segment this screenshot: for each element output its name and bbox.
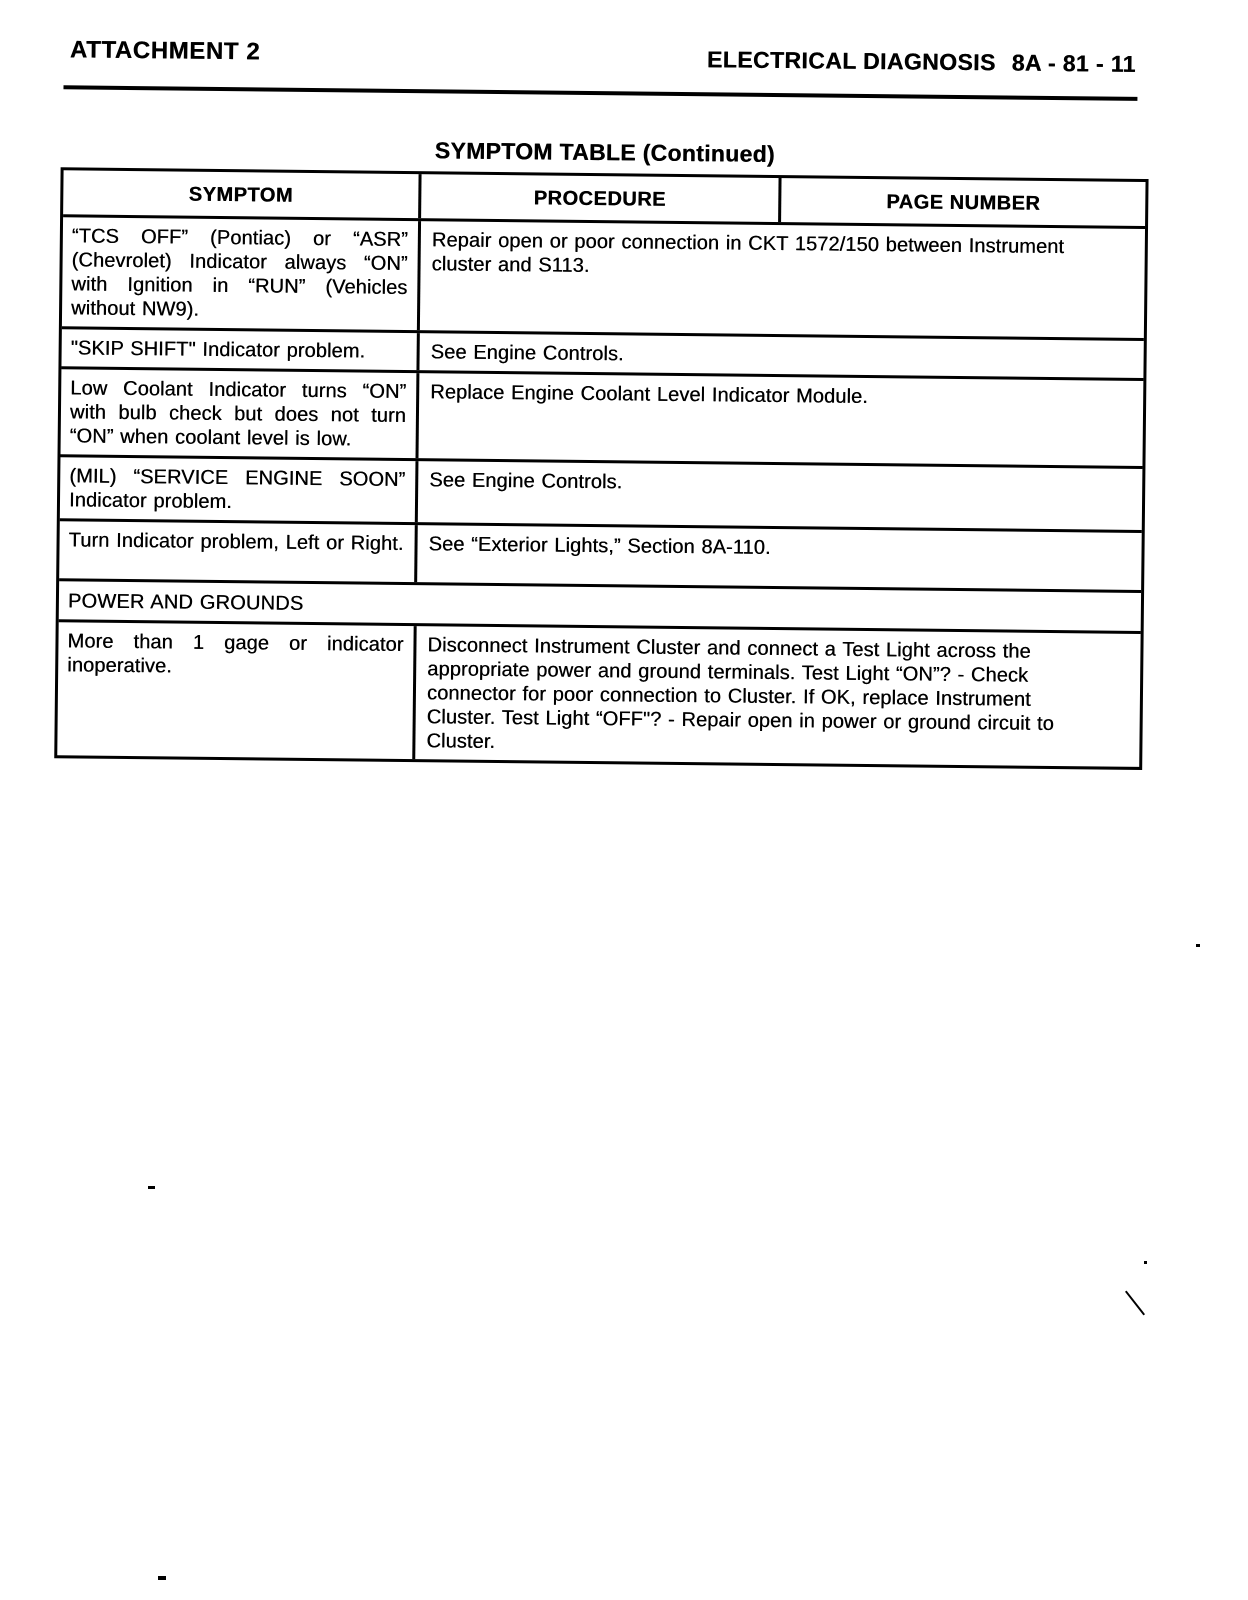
table-row-low-coolant bbox=[61, 366, 1144, 466]
table-row-tcs-off bbox=[62, 214, 1145, 338]
column-header-page-number: PAGE NUMBER bbox=[886, 191, 1041, 215]
symptom-cell: Turn Indicator problem, Left or Right. bbox=[59, 521, 418, 582]
symptom-cell: “TCS OFF” (Pontiac) or “ASR” (Chevrolet) Indicator always “ON” with Ignition in “RUN” (Vehicles without NW9). bbox=[62, 217, 421, 330]
column-header-symptom: SYMPTOM bbox=[63, 170, 421, 218]
symptom-cell: Low Coolant Indicator turns “ON” with bulb check but does not turn “ON” when coolant level is low. bbox=[61, 369, 420, 458]
procedure-cell: Replace Engine Coolant Level Indicator Module. bbox=[430, 381, 868, 408]
scan-speck bbox=[1144, 1261, 1147, 1264]
table-title: SYMPTOM TABLE (Continued) bbox=[434, 137, 776, 167]
procedure-cell: See Engine Controls. bbox=[429, 469, 623, 494]
scan-speck bbox=[1196, 944, 1200, 947]
table-row-turn-indicator bbox=[59, 518, 1142, 590]
header-rule bbox=[63, 85, 1137, 101]
table-row-gage-inoperative bbox=[57, 619, 1140, 767]
procedure-cell: See Engine Controls. bbox=[430, 341, 624, 366]
attachment-label: ATTACHMENT 2 bbox=[69, 36, 261, 66]
scan-speck bbox=[148, 1186, 155, 1189]
symptom-table bbox=[54, 167, 1148, 770]
procedure-cell: See “Exterior Lights,” Section 8A-110. bbox=[428, 533, 771, 559]
symptom-cell: (MIL) “SERVICE ENGINE SOON” Indicator problem. bbox=[60, 457, 419, 522]
symptom-cell: More than 1 gage or indicator inoperative. bbox=[57, 622, 416, 759]
section-header-cell: POWER AND GROUNDS bbox=[67, 590, 304, 615]
symptom-cell: "SKIP SHIFT" Indicator problem. bbox=[61, 329, 419, 370]
column-header-procedure: PROCEDURE bbox=[421, 174, 781, 222]
table-row-mil bbox=[60, 454, 1143, 530]
page-header bbox=[707, 46, 1136, 78]
procedure-cell: Repair open or poor connection in CKT 1572/150 between Instrument cluster and S113. bbox=[431, 229, 1065, 277]
procedure-cell: Disconnect Instrument Cluster and connect a Test Light across the appropriate power and ground terminals. Test Light “ON”? - Check connector for poor connection to Cluster. If OK, replace Instrument Cluster. Test Light “OFF"? - Repair open in power or ground circuit to Cluster. bbox=[426, 634, 1054, 753]
section-title: ELECTRICAL DIAGNOSIS bbox=[706, 46, 996, 76]
scan-speck bbox=[158, 1576, 166, 1580]
page-code: 8A - 81 - 11 bbox=[1011, 49, 1136, 77]
